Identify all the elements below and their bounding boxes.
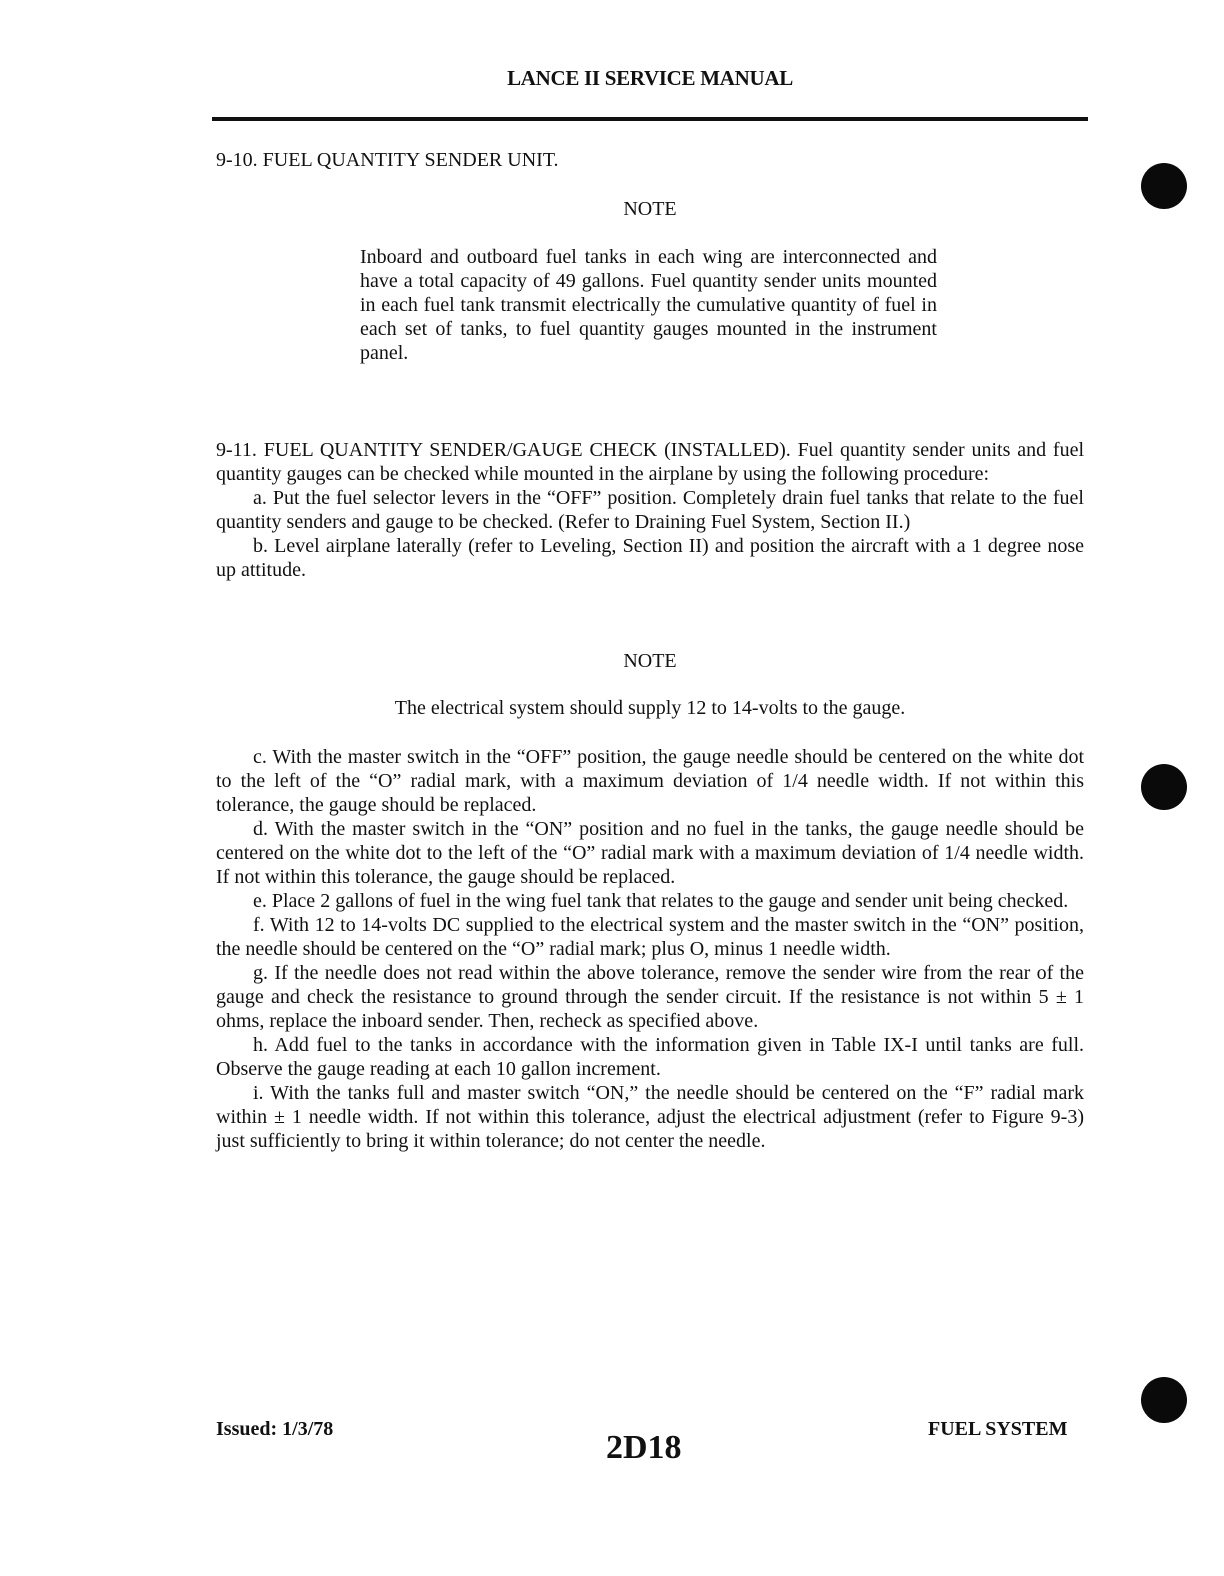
step-h: h. Add fuel to the tanks in accordance with the information given in Table IX-I until tanks are full. Observe the gauge reading at each 10 gallon increment. [216, 1034, 1084, 1080]
intro-text: Fuel quantity sender units and fuel quantity gauges can be checked while mounted in the airplane by using the following procedure: [216, 439, 1085, 485]
punch-hole-bottom [1141, 1377, 1187, 1423]
step-e: e. Place 2 gallons of fuel in the wing fuel tank that relates to the gauge and sender unit being checked. [253, 890, 1069, 912]
step-d: d. With the master switch in the “ON” position and no fuel in the tanks, the gauge needle should be centered on the white dot to the left of the “O” radial mark with a maximum deviation of 1/4 needle width. If not within this tolerance, the gauge should be replaced. [216, 818, 1084, 888]
procedure-block-2 [216, 745, 1084, 1153]
issued-date: Issued: 1/3/78 [216, 1418, 334, 1440]
step-i: i. With the tanks full and master switch “ON,” the needle should be centered on the “F” radial mark within ± 1 needle width. If not within this tolerance, adjust the electrical adjustment (refer to Figure 9-3) just sufficiently to bring it within tolerance; do not center the needle. [216, 1082, 1084, 1152]
page-code: 2D18 [606, 1429, 682, 1466]
step-c: c. With the master switch in the “OFF” position, the gauge needle should be centered on the white dot to the left of the “O” radial mark, with a maximum deviation of 1/4 needle width. If not within this tolerance, the gauge should be replaced. [216, 746, 1084, 816]
section-name: FUEL SYSTEM [928, 1418, 1068, 1440]
note-label: NOTE [623, 198, 677, 220]
note-text-2: The electrical system should supply 12 to 14-volts to the gauge. [394, 697, 906, 719]
punch-hole-middle [1141, 764, 1187, 810]
procedure-block-1 [216, 438, 1084, 582]
section-heading-9-11: 9-11. FUEL QUANTITY SENDER/GAUGE CHECK (INSTALLED). [216, 439, 791, 461]
punch-hole-top [1141, 163, 1187, 209]
section-heading-9-10: 9-10. FUEL QUANTITY SENDER UNIT. [216, 149, 559, 171]
note-label-2: NOTE [623, 650, 677, 672]
manual-title: LANCE II SERVICE MANUAL [507, 66, 793, 90]
step-f: f. With 12 to 14-volts DC supplied to the electrical system and the master switch in the “ON” position, the needle should be centered on the “O” radial mark; plus O, minus 1 needle width. [216, 914, 1084, 960]
section-9-11-intro [216, 438, 1084, 486]
step-g: g. If the needle does not read within the above tolerance, remove the sender wire from the rear of the gauge and check the resistance to ground through the sender circuit. If the resistance is not within 5 ± 1 ohms, replace the inboard sender. Then, recheck as specified above. [216, 962, 1084, 1032]
note-text: Inboard and outboard fuel tanks in each wing are interconnected and have a total capacity of 49 gallons. Fuel quantity sender units mounted in each fuel tank transmit electrically the cumulative quantity of fuel in each set of tanks, to fuel quantity gauges mounted in the instrument panel. [360, 246, 937, 364]
step-a: a. Put the fuel selector levers in the “OFF” position. Completely drain fuel tanks that relate to the fuel quantity senders and gauge to be checked. (Refer to Draining Fuel System, Section II.) [216, 487, 1084, 533]
step-b: b. Level airplane laterally (refer to Leveling, Section II) and position the aircraft with a 1 degree nose up attitude. [216, 535, 1084, 581]
header-rule [212, 117, 1088, 121]
